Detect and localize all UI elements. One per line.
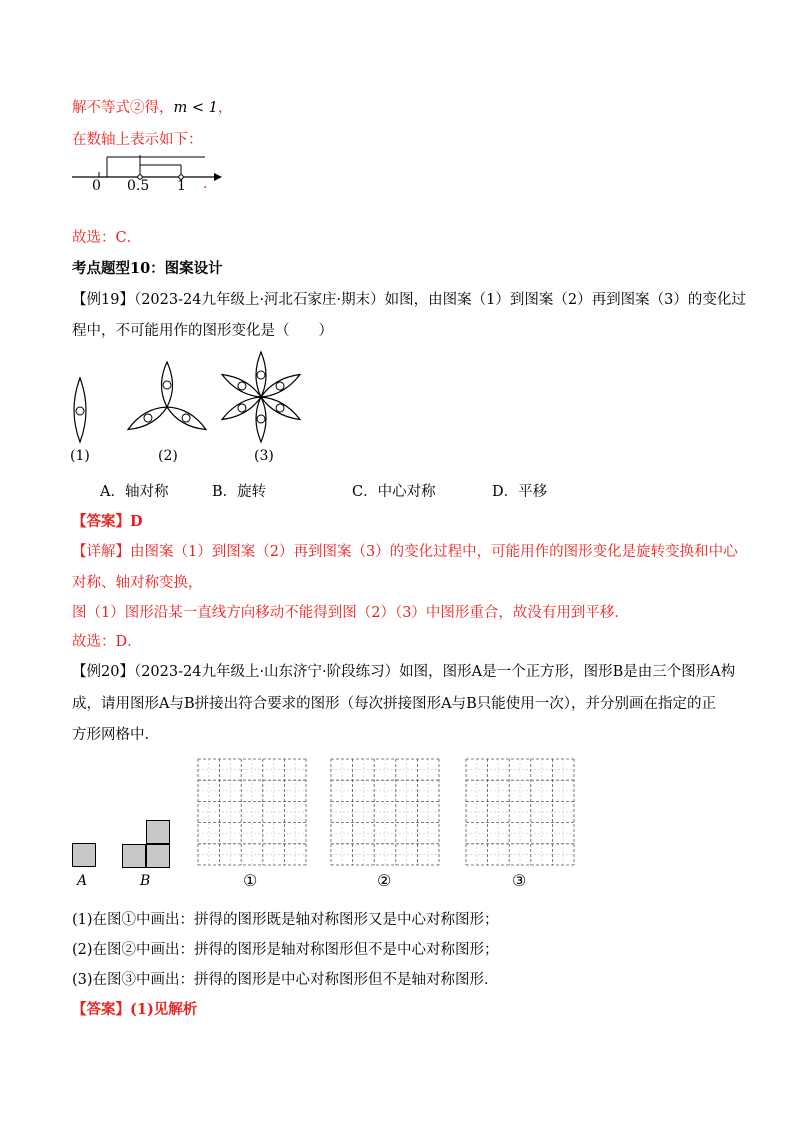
tick-label-0: 0	[92, 178, 101, 194]
shape-b	[122, 820, 170, 868]
shape-label-b: B	[140, 873, 151, 889]
grid-label-3: ③	[512, 871, 527, 890]
answer-label-20: 【答案】(1)见解析	[72, 1001, 198, 1018]
tick-label-half: 0.5	[127, 178, 150, 194]
tick-label-1: 1	[177, 178, 186, 194]
figure-label-2: (2)	[158, 448, 178, 464]
inequality-end: ，	[217, 100, 233, 116]
example-20-line-3: 方形网格中．	[72, 727, 159, 743]
option-b: B．旋转	[212, 484, 267, 500]
explanation-line-4: 故选：D．	[72, 634, 142, 650]
shape-a	[72, 843, 96, 867]
grid-1	[197, 758, 307, 866]
pattern-figure-3	[216, 352, 306, 442]
figure-label-3: (3)	[254, 448, 274, 464]
explanation-line-1: 【详解】由图案（1）到图案（2）再到图案（3）的变化过程中，可能用作的图形变化是旋转变换和中心	[72, 544, 738, 560]
option-c: C．中心对称	[352, 484, 436, 500]
example-19-line-2: 程中，不可能用作的图形变化是（ ）	[72, 323, 333, 339]
answer-choice-c: 故选：C．	[72, 230, 142, 246]
inequality-math: m < 1	[173, 100, 218, 116]
pattern-figure-1	[70, 378, 90, 442]
grid-label-1: ①	[243, 871, 258, 890]
numberline-period: .	[203, 176, 208, 192]
solution-line-inequality	[72, 98, 232, 118]
question-2: (2)在图②中画出：拼得的图形是轴对称图形但不是中心对称图形；	[72, 942, 499, 958]
pattern-figure-2	[122, 362, 212, 452]
figure-label-1: (1)	[70, 448, 90, 464]
example-19-line-1: 【例19】（2023-24九年级上·河北石家庄·期末）如图，由图案（1）到图案（2）再到图案（3）的变化过	[72, 292, 746, 308]
explanation-line-2: 对称、轴对称变换，	[72, 575, 203, 591]
section-heading: 考点题型10：图案设计	[72, 260, 223, 277]
grid-2	[330, 758, 440, 866]
question-1: (1)在图①中画出：拼得的图形既是轴对称图形又是中心对称图形；	[72, 912, 499, 928]
grid-3	[465, 758, 575, 866]
example-20-line-1: 【例20】（2023-24九年级上·山东济宁·阶段练习）如图，图形A是一个正方形，图形B是由三个图形A构	[72, 664, 736, 680]
option-a: A．轴对称	[100, 484, 169, 500]
inequality-text: 解不等式②得，	[72, 100, 174, 116]
answer-label-19: 【答案】D	[72, 513, 143, 530]
question-3: (3)在图③中画出：拼得的图形是中心对称图形但不是轴对称图形．	[72, 972, 499, 988]
explanation-line-3: 图（1）图形沿某一直线方向移动不能得到图（2）（3）中图形重合，故没有用到平移．	[72, 605, 629, 621]
grid-label-2: ②	[377, 871, 392, 890]
example-20-line-2: 成，请用图形A与B拼接出符合要求的图形（每次拼接图形A与B只能使用一次），并分别画在指定的正	[72, 696, 717, 712]
numberline-caption: 在数轴上表示如下：	[72, 132, 203, 148]
option-d: D．平移	[492, 484, 548, 500]
shape-label-a: A	[77, 873, 88, 889]
